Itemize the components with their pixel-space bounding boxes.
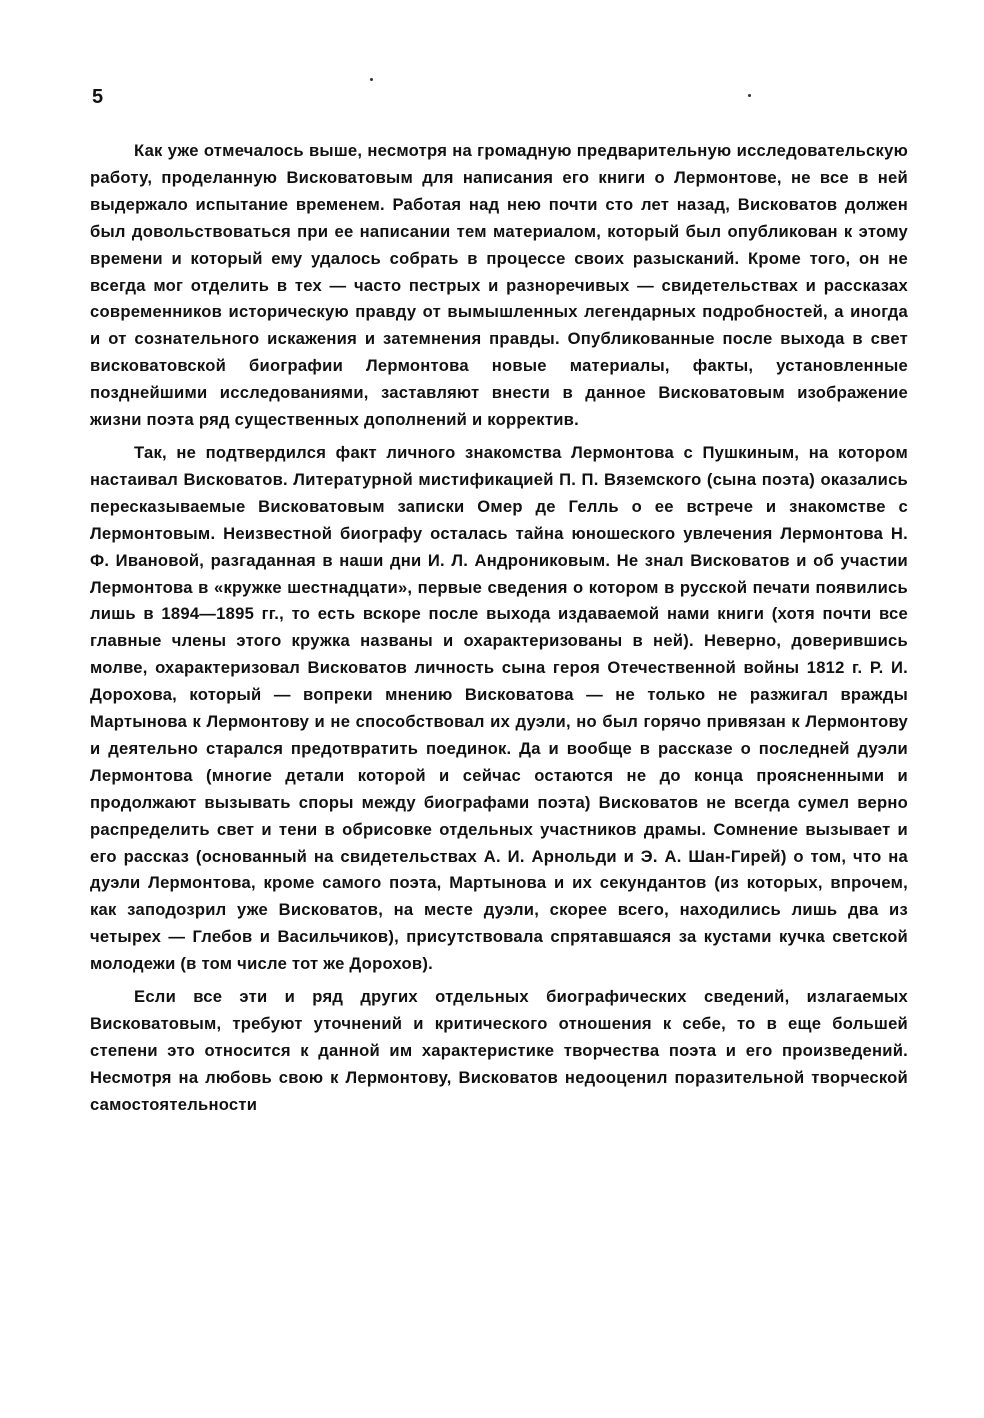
paragraph: Так, не подтвердился факт личного знакомства Лермонтова с Пушкиным, на котором настаивал Висковатов. Литературной мистификацией П. П. Вяземского (сына поэта) оказались пересказываемые Висковатовым записки Омер де Гелль о ее встрече и знакомстве с Лермонтовым. Неизвестной биографу осталась тайна юношеского увлечения Лермонтова Н. Ф. Ивановой, разгаданная в наши дни И. Л. Андрониковым. Не знал Висковатов и об участии Лермонтова в «кружке шестнадцати», первые сведения о котором в русской печати появились лишь в 1894—1895 гг., то есть вскоре после выхода издаваемой нами книги (хотя почти все главные члены этого кружка названы и охарактеризованы в ней). Неверно, доверившись молве, охарактеризовал Висковатов личность сына героя Отечественной войны 1812 г. Р. И. Дорохова, который — вопреки мнению Висковатова — не только не разжигал вражды Мартынова к Лермонтову и не способствовал их дуэли, но был горячо привязан к Лермонтову и деятельно старался предотвратить поединок. Да и вообще в рассказе о последней дуэли Лермонтова (многие детали которой и сейчас остаются не до конца проясненными и продолжают вызывать споры между биографами поэта) Висковатов не всегда сумел верно распределить свет и тени в обрисовке отдельных участников драмы. Сомнение вызывает и его рассказ (основанный на свидетельствах А. И. Арнольди и Э. А. Шан-Гирей) о том, что на дуэли Лермонтова, кроме самого поэта, Мартынова и их секундантов (из которых, впрочем, как заподозрил уже Висковатов, на месте дуэли, скорее всего, находились лишь два из четырех — Глебов и Васильчиков), присутствовала спрятавшаяся за кустами кучка светской молодежи (в том числе тот же Дорохов). [90, 442, 908, 974]
body-text [90, 138, 908, 1125]
paragraph: Если все эти и ряд других отдельных биографических сведений, излагаемых Висковатовым, требуют уточнений и критического отношения к себе, то в еще большей степени это относится к данной им характеристике творчества поэта и его произведений. Несмотря на любовь свою к Лермонтову, Висковатов недооценил поразительной творческой самостоятельности [90, 987, 908, 1114]
paragraph: Как уже отмечалось выше, несмотря на громадную предварительную исследовательскую работу, проделанную Висковатовым для написания его книги о Лермонтове, не все в ней выдержало испытание временем. Работая над нею почти сто лет назад, Висковатов должен был довольствоваться при ее написании тем материалом, который был опубликован к этому времени и который ему удалось собрать в процессе своих разысканий. Кроме того, он не всегда мог отделить в тех — часто пестрых и разноречивых — свидетельствах и рассказах современников историческую правду от вымышленных легендарных подробностей, а иногда и от сознательного искажения и затемнения правды. Опубликованные после выхода в свет висковатовской биографии Лермонтова новые материалы, факты, установленные позднейшими исследованиями, заставляют внести в данное Висковатовым изображение жизни поэта ряд существенных дополнений и корректив. [90, 141, 908, 430]
page-number: 5 [92, 86, 104, 108]
print-speck [370, 78, 373, 81]
print-speck [748, 94, 751, 97]
